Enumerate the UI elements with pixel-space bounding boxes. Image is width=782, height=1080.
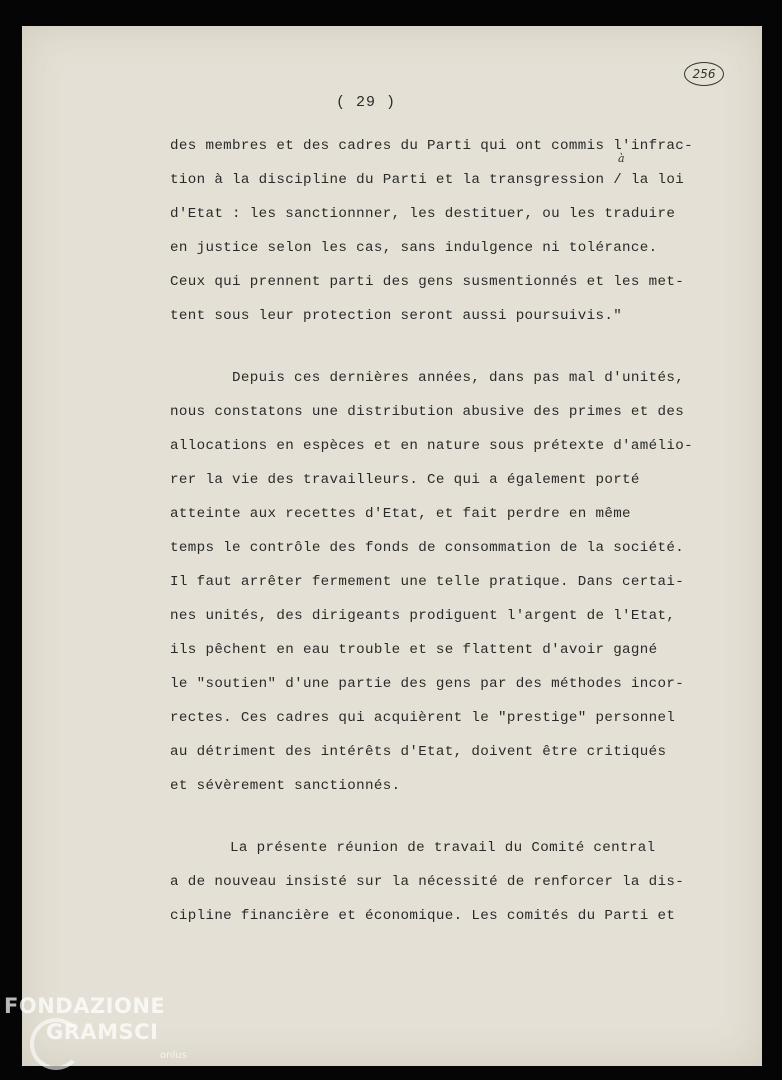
text-line: tion à la discipline du Parti et la transgression / la loi — [170, 172, 685, 188]
text-line: ils pêchent en eau trouble et se flattent d'avoir gagné — [170, 642, 658, 658]
watermark-line2: GRAMSCI — [46, 1020, 159, 1044]
text-line: nes unités, des dirigeants prodiguent l'argent de l'Etat, — [170, 608, 676, 624]
paragraph-first-line: Depuis ces dernières années, dans pas mal d'unités, — [232, 370, 685, 386]
paragraph-first-line: La présente réunion de travail du Comité central — [230, 840, 656, 856]
text-line: au détriment des intérêts d'Etat, doivent être critiqués — [170, 744, 667, 760]
text-line: a de nouveau insisté sur la nécessité de renforcer la dis- — [170, 874, 685, 890]
text-line: tent sous leur protection seront aussi poursuivis." — [170, 308, 623, 324]
text-line: temps le contrôle des fonds de consommation de la société. — [170, 540, 685, 556]
text-line: rectes. Ces cadres qui acquièrent le "prestige" personnel — [170, 710, 676, 726]
text-line: le "soutien" d'une partie des gens par des méthodes incor- — [170, 676, 685, 692]
text-line: cipline financière et économique. Les comités du Parti et — [170, 908, 676, 924]
text-line: allocations en espèces et en nature sous prétexte d'amélio- — [170, 438, 693, 454]
fondazione-gramsci-watermark — [4, 994, 194, 1074]
text-line: en justice selon les cas, sans indulgence ni tolérance. — [170, 240, 658, 256]
text-line: d'Etat : les sanctionnner, les destituer, ou les traduire — [170, 206, 676, 222]
handwritten-correction: à — [618, 152, 625, 165]
text-line: Il faut arrêter fermement une telle pratique. Dans certai- — [170, 574, 685, 590]
watermark-line1: FONDAZIONE — [4, 994, 166, 1018]
text-line: et sévèrement sanctionnés. — [170, 778, 401, 794]
page-number: ( 29 ) — [336, 94, 397, 111]
text-line: rer la vie des travailleurs. Ce qui a également porté — [170, 472, 640, 488]
archive-stamp: 256 — [684, 62, 724, 86]
watermark-line3: onlus — [160, 1050, 187, 1061]
text-line: atteinte aux recettes d'Etat, et fait perdre en même — [170, 506, 631, 522]
text-line: Ceux qui prennent parti des gens susmentionnés et les met- — [170, 274, 685, 290]
text-line: des membres et des cadres du Parti qui ont commis l'infrac- — [170, 138, 693, 154]
text-line: nous constatons une distribution abusive des primes et des — [170, 404, 685, 420]
